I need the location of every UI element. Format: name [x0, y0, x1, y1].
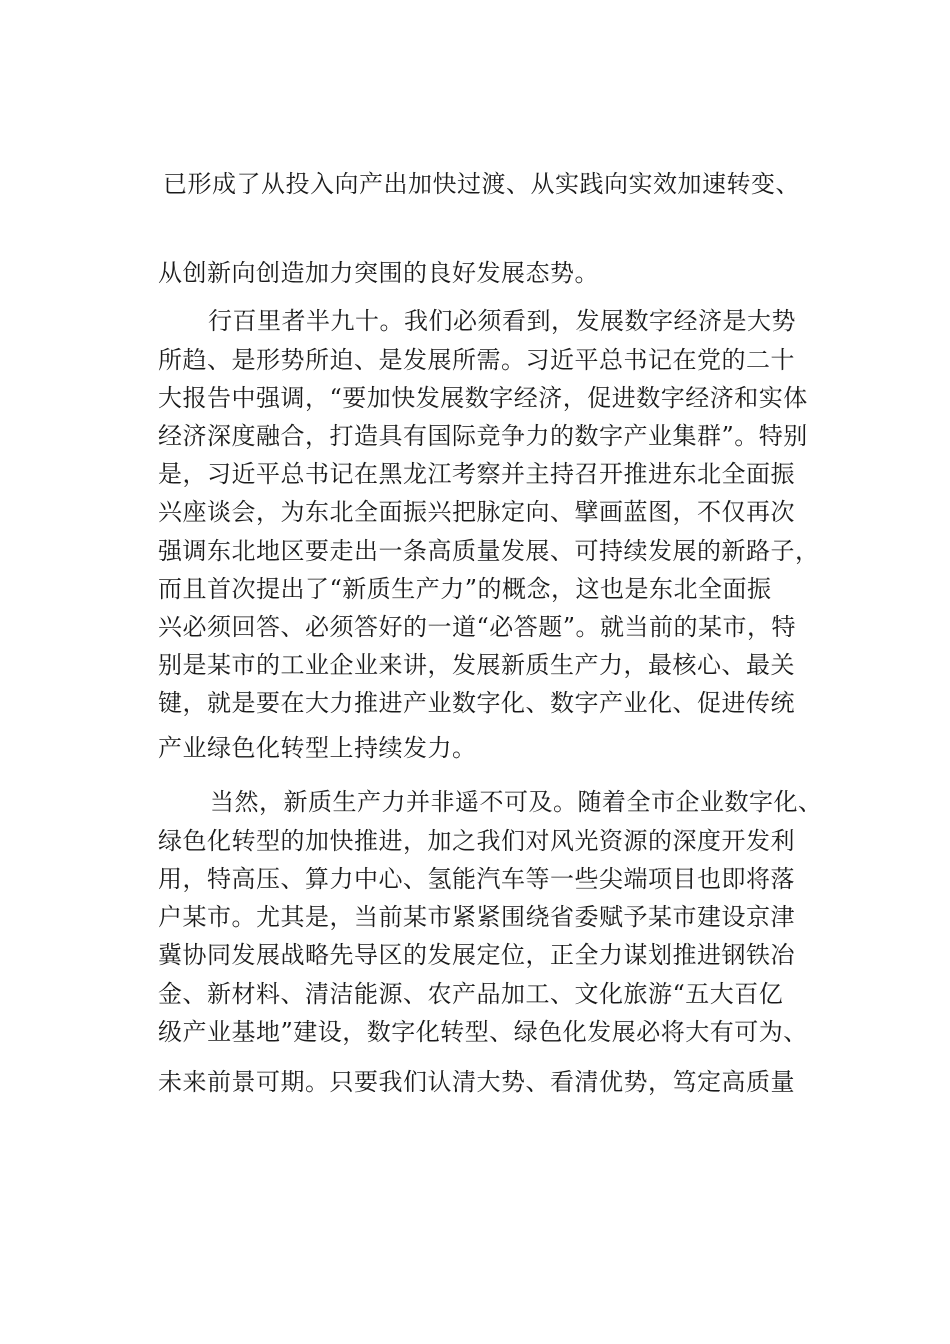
paragraph-line: 所趋、是形势所迫、是发展所需。习近平总书记在党的二十	[158, 346, 795, 374]
paragraph-line: 绿色化转型的加快推进，加之我们对风光资源的深度开发利	[158, 827, 795, 855]
paragraph-line: 从创新向创造加力突围的良好发展态势。	[158, 259, 599, 287]
paragraph-line: 产业绿色化转型上持续发力。	[158, 734, 477, 762]
paragraph-line: 经济深度融合，打造具有国际竞争力的数字产业集群”。特别	[158, 422, 808, 450]
paragraph-line: 户某市。尤其是，当前某市紧紧围绕省委赋予某市建设京津	[158, 903, 795, 931]
paragraph-line: 未来前景可期。只要我们认清大势、看清优势，笃定高质量	[158, 1068, 795, 1096]
paragraph-line: 键，就是要在大力推进产业数字化、数字产业化、促进传统	[158, 689, 795, 717]
paragraph-line: 兴座谈会，为东北全面振兴把脉定向、擘画蓝图，不仅再次	[158, 498, 795, 526]
paragraph-line: 别是某市的工业企业来讲，发展新质生产力，最核心、最关	[158, 651, 795, 679]
paragraph-line: 强调东北地区要走出一条高质量发展、可持续发展的新路子，	[158, 537, 820, 565]
paragraph-line: 而且首次提出了“新质生产力”的概念，这也是东北全面振	[158, 575, 772, 603]
paragraph-line: 大报告中强调，“要加快发展数字经济，促进数字经济和实体	[158, 384, 808, 412]
paragraph-line: 当然，新质生产力并非遥不可及。随着全市企业数字化、	[210, 788, 823, 816]
paragraph-line: 用，特高压、算力中心、氢能汽车等一些尖端项目也即将落	[158, 865, 795, 893]
paragraph-line: 冀协同发展战略先导区的发展定位，正全力谋划推进钢铁冶	[158, 941, 795, 969]
paragraph-line: 已形成了从投入向产出加快过渡、从实践向实效加速转变、	[163, 170, 800, 198]
paragraph-line: 行百里者半九十。我们必须看到，发展数字经济是大势	[208, 307, 796, 335]
paragraph-line: 级产业基地”建设，数字化转型、绿色化发展必将大有可为、	[158, 1018, 808, 1046]
paragraph-line: 金、新材料、清洁能源、农产品加工、文化旅游“五大百亿	[158, 980, 784, 1008]
paragraph-line: 兴必须回答、必须答好的一道“必答题”。就当前的某市，特	[158, 613, 797, 641]
paragraph-line: 是，习近平总书记在黑龙江考察并主持召开推进东北全面振	[158, 460, 795, 488]
